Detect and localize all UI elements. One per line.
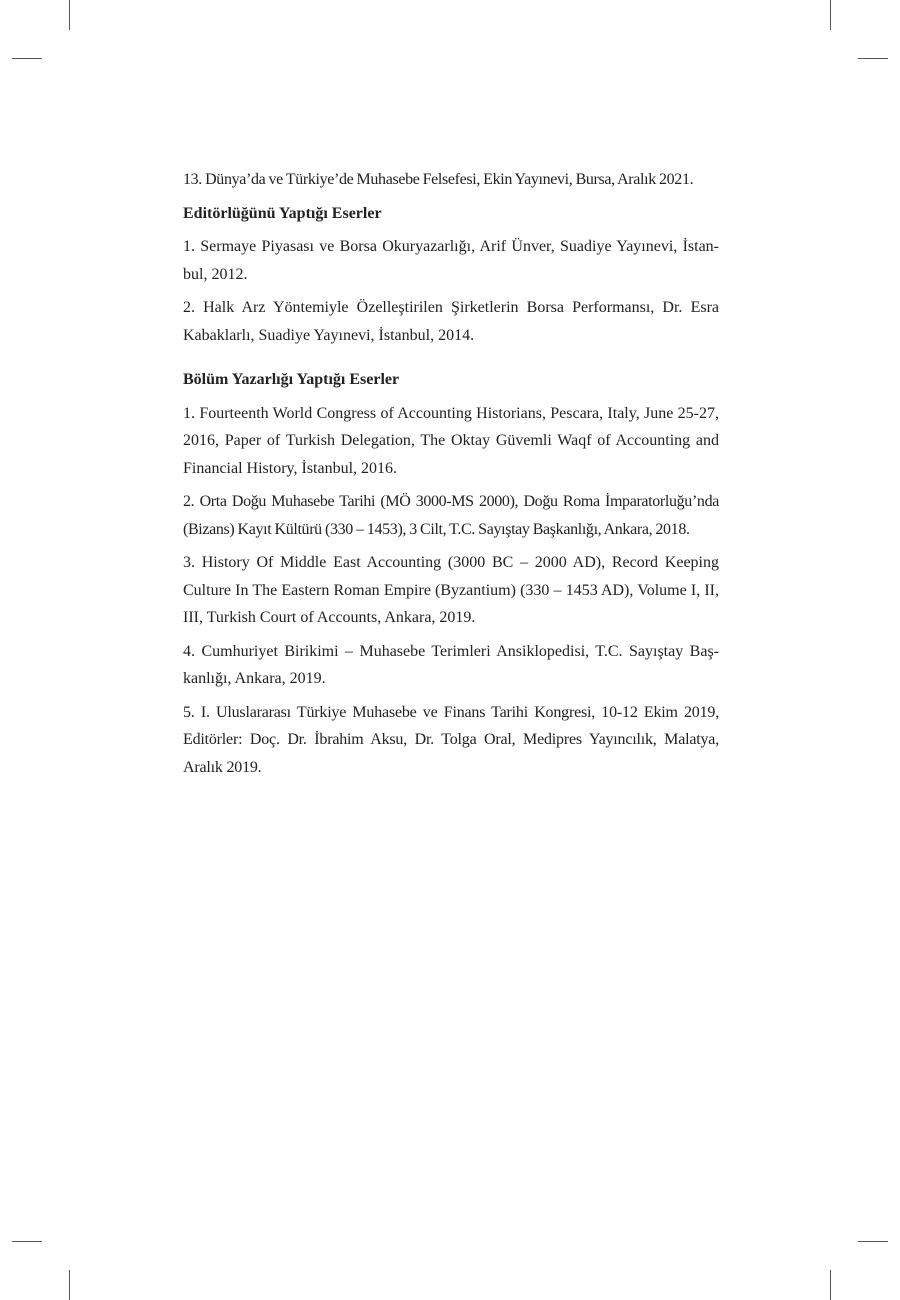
crop-mark-bottom-left-vertical bbox=[69, 1270, 70, 1300]
crop-mark-bottom-right-horizontal bbox=[858, 1241, 888, 1242]
crop-mark-top-right-horizontal bbox=[858, 58, 888, 59]
editorship-heading: Editörlüğünü Yaptığı Eserler bbox=[183, 204, 382, 222]
chapter-entry-4: 4. Cumhuriyet Birikimi – Muhasebe Terimleri Ansiklopedisi, T.C. Sayıştay Başkanlığı, Ankara, 2019. bbox=[183, 642, 719, 687]
chapter-entry-1: 1. Fourteenth World Congress of Accounting Historians, Pescara, Italy, June 25-27, 2016, Paper of Turkish Delegation, The Oktay Güvemli Waqf of Accounting and Financial History, İstanbul, 2016. bbox=[183, 404, 719, 477]
chapter-entry-3: 3. History Of Middle East Accounting (3000 BC – 2000 AD), Record Keeping Culture In The Eastern Roman Empire (Byzantium) (330 – 1453 AD), Volume I, II, III, Turkish Court of Accounts, Ankara, 2019. bbox=[183, 554, 719, 626]
crop-mark-top-left-vertical bbox=[69, 0, 70, 30]
publication-entry-13: 13. Dünya’da ve Türkiye’de Muhasebe Felsefesi, Ekin Yayınevi, Bursa, Aralık 2021. bbox=[183, 171, 694, 188]
crop-mark-bottom-left-horizontal bbox=[12, 1241, 42, 1242]
crop-mark-top-left-horizontal bbox=[12, 58, 42, 59]
editorship-entry-1: 1. Sermaye Piyasası ve Borsa Okuryazarlığı, Arif Ünver, Suadiye Yayınevi, İstanbul, 2012. bbox=[183, 238, 719, 283]
chapter-entry-2: 2. Orta Doğu Muhasebe Tarihi (MÖ 3000-MS 2000), Doğu Roma İmparatorluğu’nda (Bizans) Kayıt Kültürü (330 – 1453), 3 Cilt, T.C. Sayıştay Başkanlığı, Ankara, 2018. bbox=[183, 493, 719, 538]
chapters-heading: Bölüm Yazarlığı Yaptığı Eserler bbox=[183, 371, 400, 388]
page-body bbox=[183, 166, 719, 787]
crop-mark-bottom-right-vertical bbox=[830, 1270, 831, 1300]
crop-mark-top-right-vertical bbox=[830, 0, 831, 30]
chapter-entry-5: 5. I. Uluslararası Türkiye Muhasebe ve Finans Tarihi Kongresi, 10-12 Ekim 2019, Editörler: Doç. Dr. İbrahim Aksu, Dr. Tolga Oral, Medipres Yayıncılık, Malatya, Aralık 2019. bbox=[183, 703, 719, 776]
editorship-entry-2: 2. Halk Arz Yöntemiyle Özelleştirilen Şirketlerin Borsa Performansı, Dr. Esra Kabaklarlı, Suadiye Yayınevi, İstanbul, 2014. bbox=[183, 299, 719, 344]
